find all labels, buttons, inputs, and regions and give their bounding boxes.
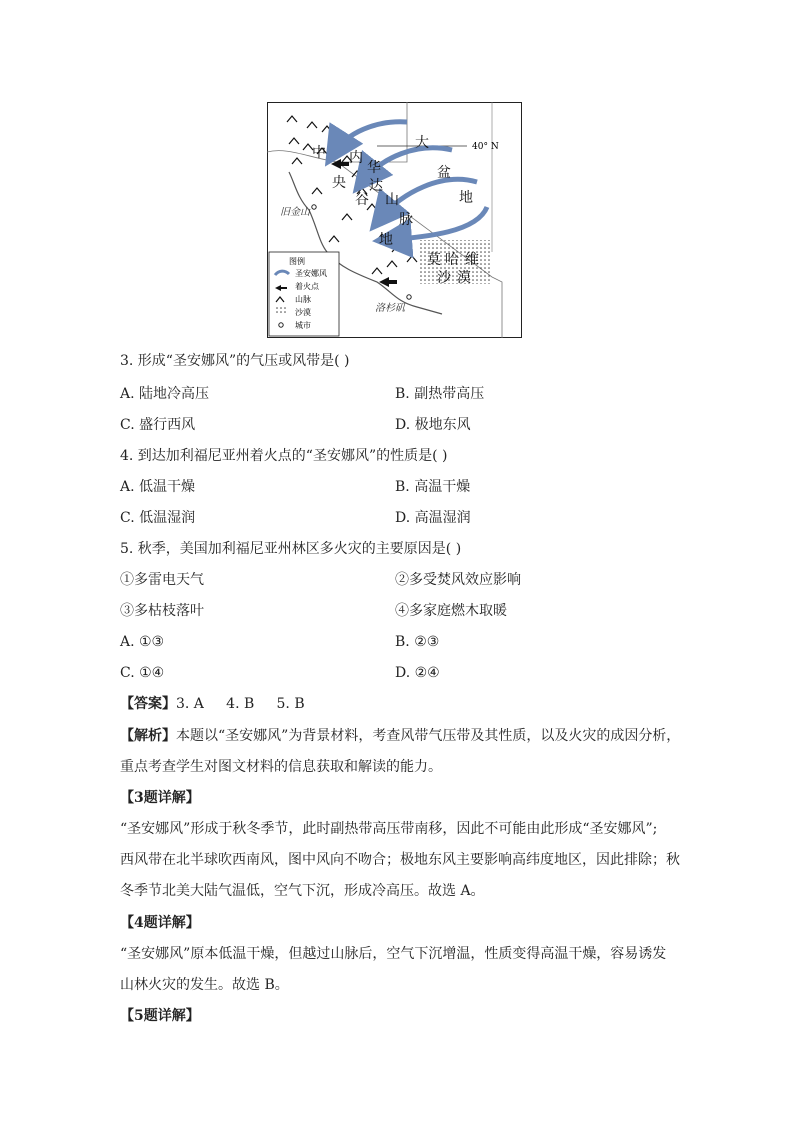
question-3-stem: 3. 形成“圣安娜风”的气压或风带是( ) bbox=[120, 353, 350, 369]
label-wei: 维 bbox=[465, 252, 479, 268]
answer-line bbox=[120, 694, 305, 714]
label-shan: 山 bbox=[385, 192, 399, 208]
legend-item-wind: 圣安娜风 bbox=[295, 269, 327, 278]
question-4-option-d: D. 高温湿润 bbox=[395, 510, 471, 526]
label-los-angeles: 洛杉矶 bbox=[375, 303, 405, 314]
question-5-statement-2: ②多受焚风效应影响 bbox=[395, 572, 521, 588]
q4-detail-line-2: 山林火灾的发生。故选 B。 bbox=[120, 977, 289, 993]
question-5-statement-1: ①多雷电天气 bbox=[120, 572, 204, 588]
answer-text: 3. A 4. B 5. B bbox=[176, 696, 305, 712]
question-5-stem: 5. 秋季，美国加利福尼亚州林区多火灾的主要原因是( ) bbox=[120, 541, 462, 557]
legend-title: 图例 bbox=[289, 257, 305, 266]
question-4-option-a: A. 低温干燥 bbox=[120, 479, 196, 495]
label-da: 大 bbox=[415, 135, 429, 151]
analysis-label: 【解析】 bbox=[120, 728, 176, 744]
analysis-text-1: 本题以“圣安娜风”为背景材料，考查风带气压带及其性质，以及火灾的成因分析， bbox=[176, 728, 681, 744]
label-ha: 哈 bbox=[445, 252, 459, 268]
map-legend bbox=[269, 252, 339, 336]
legend-item-desert: 沙漠 bbox=[295, 308, 311, 317]
question-5-statement-3: ③多枯枝落叶 bbox=[120, 603, 204, 619]
question-5-option-d: D. ②④ bbox=[395, 665, 440, 681]
q4-detail-line-1: “圣安娜风”原本低温干燥，但越过山脉后，空气下沉增温，性质变得高温干燥，容易诱发 bbox=[120, 946, 667, 962]
question-5-statement-4: ④多家庭燃木取暖 bbox=[395, 603, 507, 619]
map-figure bbox=[267, 102, 522, 338]
legend-item-mountain: 山脉 bbox=[295, 295, 311, 304]
question-4-option-b: B. 高温干燥 bbox=[395, 479, 471, 495]
analysis-line-2: 重点考查学生对图文材料的信息获取和解读的能力。 bbox=[120, 759, 442, 775]
q4-detail-heading: 【4题详解】 bbox=[120, 915, 200, 931]
q5-detail-heading: 【5题详解】 bbox=[120, 1008, 200, 1024]
label-pen: 盆 bbox=[437, 165, 451, 181]
question-3-option-d: D. 极地东风 bbox=[395, 417, 471, 433]
label-mai: 脉 bbox=[399, 212, 413, 228]
q3-detail-line-1: “圣安娜风”形成于秋冬季节，此时副热带高压带南移，因此不可能由此形成“圣安娜风”; bbox=[120, 821, 658, 837]
question-5-option-c: C. ①④ bbox=[120, 665, 165, 681]
label-mo: 莫 bbox=[427, 252, 441, 268]
question-3-option-b: B. 副热带高压 bbox=[395, 386, 485, 402]
q3-detail-line-2: 西风带在北半球吹西南风，图中风向不吻合；极地东风主要影响高纬度地区，因此排除；秋 bbox=[120, 852, 680, 868]
analysis-line-1 bbox=[120, 726, 680, 746]
q3-detail-line-3: 冬季节北美大陆气温低，空气下沉，形成冷高压。故选 A。 bbox=[120, 883, 485, 899]
label-hua: 华 bbox=[367, 160, 381, 176]
question-5-option-b: B. ②③ bbox=[395, 634, 440, 650]
label-gu: 谷 bbox=[355, 192, 369, 208]
latitude-label: 40° N bbox=[472, 142, 499, 152]
legend-item-city: 城市 bbox=[295, 321, 311, 330]
question-3-option-c: C. 盛行西风 bbox=[120, 417, 196, 433]
label-zhong: 中 bbox=[312, 145, 326, 161]
label-da2: 达 bbox=[369, 178, 383, 194]
label-xue: 内 bbox=[349, 150, 363, 166]
answer-label: 【答案】 bbox=[120, 696, 176, 712]
label-sha: 沙 bbox=[437, 270, 451, 286]
label-san-francisco: 旧金山 bbox=[280, 207, 310, 218]
label-yang: 央 bbox=[332, 175, 346, 191]
label-di: 地 bbox=[459, 190, 473, 206]
question-5-option-a: A. ①③ bbox=[120, 634, 165, 650]
legend-desert-icon bbox=[275, 307, 287, 315]
question-3-option-a: A. 陆地冷高压 bbox=[120, 386, 210, 402]
question-4-option-c: C. 低温湿润 bbox=[120, 510, 196, 526]
legend-item-fire: 着火点 bbox=[295, 282, 319, 291]
question-4-stem: 4. 到达加利福尼亚州着火点的“圣安娜风”的性质是( ) bbox=[120, 448, 448, 464]
q3-detail-heading: 【3题详解】 bbox=[120, 790, 200, 806]
california-map bbox=[267, 102, 522, 338]
label-di2: 地 bbox=[379, 232, 393, 248]
label-mo2: 漠 bbox=[457, 270, 471, 286]
